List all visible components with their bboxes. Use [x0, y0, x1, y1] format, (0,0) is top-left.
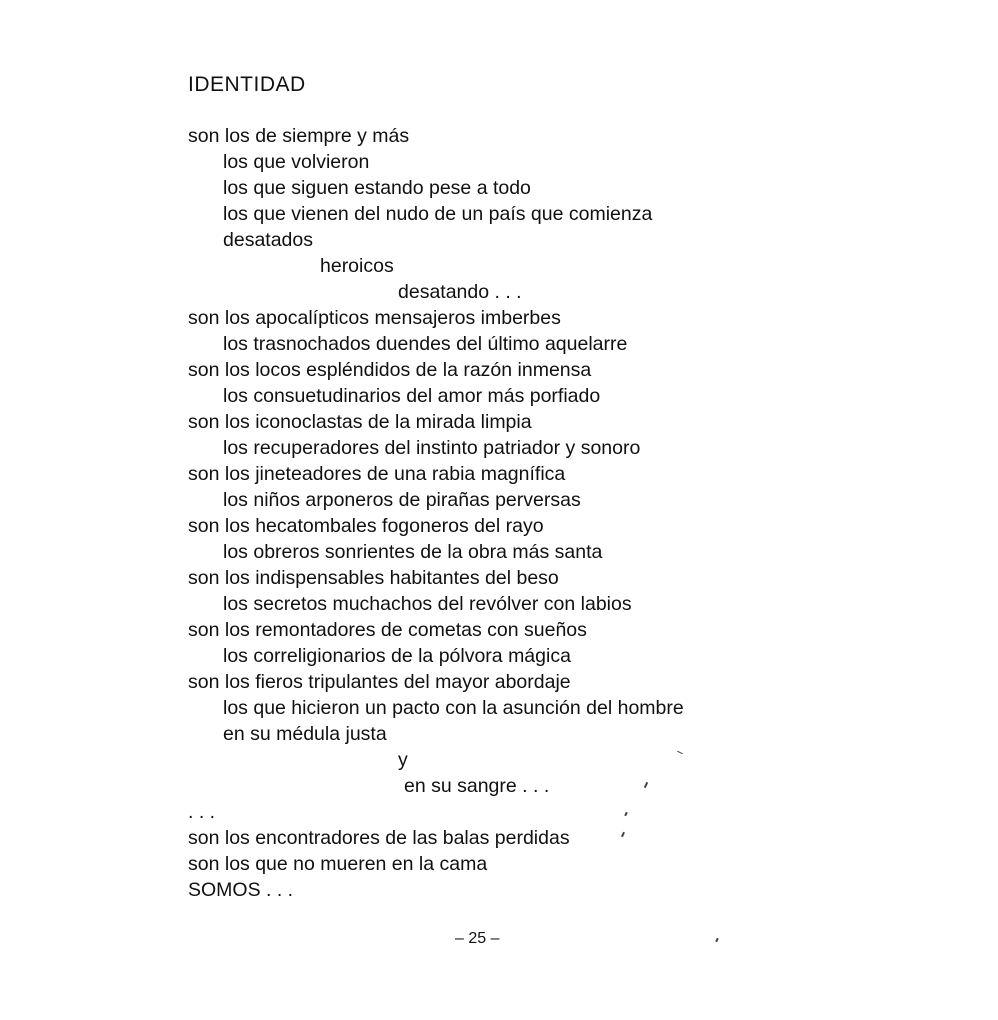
- poem-line: [0, 851, 998, 877]
- poem-line-text: los que siguen estando pese a todo: [223, 177, 531, 199]
- page-number: – 25 –: [455, 930, 500, 947]
- poem-line: [0, 669, 998, 695]
- poem-line-text: los recuperadores del instinto patriador y sonoro: [223, 437, 641, 459]
- poem-line-text: los que volvieron: [223, 151, 370, 173]
- poem-line-text: son los de siempre y más: [188, 125, 410, 147]
- poem-line: [0, 279, 998, 305]
- poem-line-text: son los remontadores de cometas con sueños: [188, 619, 587, 641]
- poem-line-text: los que hicieron un pacto con la asunción del hombre: [223, 697, 684, 719]
- poem-line-text: son los locos espléndidos de la razón inmensa: [188, 359, 592, 381]
- poem-line-text: los trasnochados duendes del último aquelarre: [223, 333, 628, 355]
- poem-line: [0, 643, 998, 669]
- poem-line: [0, 357, 998, 383]
- poem-line: [0, 747, 998, 773]
- poem-line: [0, 149, 998, 175]
- print-speck: [715, 938, 719, 942]
- poem-line: [0, 175, 998, 201]
- poem-line-text: en su médula justa: [223, 723, 387, 745]
- poem-line: [0, 409, 998, 435]
- poem-line-text: son los fieros tripulantes del mayor abordaje: [188, 671, 571, 693]
- poem-line: [0, 539, 998, 565]
- poem-line: [0, 825, 998, 851]
- poem-line: [0, 565, 998, 591]
- poem-line-text: los secretos muchachos del revólver con labios: [223, 593, 632, 615]
- poem-line-text: desatados: [223, 229, 313, 251]
- poem-line: [0, 227, 998, 253]
- poem-line: [0, 877, 998, 903]
- poem-line-text: desatando . . .: [398, 281, 522, 303]
- poem-line: [0, 591, 998, 617]
- poem-line: [0, 123, 998, 149]
- poem-line: [0, 773, 998, 799]
- poem-line-text: son los iconoclastas de la mirada limpia: [188, 411, 532, 433]
- poem-line: [0, 487, 998, 513]
- poem-line: [0, 695, 998, 721]
- poem-line: [0, 331, 998, 357]
- poem-line-text: SOMOS . . .: [188, 879, 294, 901]
- poem-line-text: en su sangre . . .: [404, 775, 550, 797]
- poem-line-text: los correligionarios de la pólvora mágica: [223, 645, 571, 667]
- poem-line: [0, 721, 998, 747]
- poem-line: [0, 383, 998, 409]
- poem-line-text: . . .: [188, 801, 216, 823]
- poem-line: [0, 513, 998, 539]
- poem-line-text: los obreros sonrientes de la obra más santa: [223, 541, 603, 563]
- poem-line: [0, 435, 998, 461]
- poem-body: [0, 123, 998, 903]
- poem-line: [0, 201, 998, 227]
- poem-line-text: son los encontradores de las balas perdidas: [188, 827, 570, 849]
- poem-line-text: los niños arponeros de pirañas perversas: [223, 489, 581, 511]
- poem-line: [0, 799, 998, 825]
- poem-line-text: son los apocalípticos mensajeros imberbes: [188, 307, 561, 329]
- poem-line-text: los que vienen del nudo de un país que comienza: [223, 203, 653, 225]
- poem-line-text: heroicos: [320, 255, 394, 277]
- poem-line-text: son los hecatombales fogoneros del rayo: [188, 515, 544, 537]
- poem-line-text: y: [398, 749, 408, 771]
- poem-line-text: son los indispensables habitantes del beso: [188, 567, 559, 589]
- poem-line: [0, 617, 998, 643]
- poem-line: [0, 253, 998, 279]
- poem-title: IDENTIDAD: [188, 73, 306, 96]
- poem-line: [0, 461, 998, 487]
- poem-line-text: son los jineteadores de una rabia magnífica: [188, 463, 566, 485]
- poem-line-text: son los que no mueren en la cama: [188, 853, 488, 875]
- poem-line-text: los consuetudinarios del amor más porfiado: [223, 385, 601, 407]
- poem-line: [0, 305, 998, 331]
